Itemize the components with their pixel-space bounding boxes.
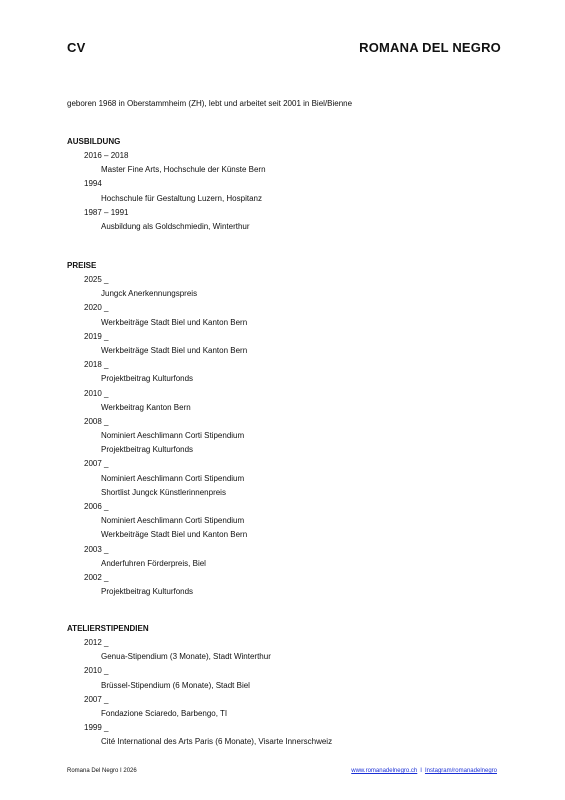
entry-item: Werkbeitrag Kanton Bern: [101, 402, 191, 412]
entry-item: Brüssel-Stipendium (6 Monate), Stadt Biel: [101, 680, 250, 690]
cv-heading: CV: [67, 40, 86, 55]
entry-item: Ausbildung als Goldschmiedin, Winterthur: [101, 221, 250, 231]
entry-item: Fondazione Sciaredo, Barbengo, TI: [101, 708, 228, 718]
entry-year: 2010 _: [84, 388, 109, 398]
entry-item: Hochschule für Gestaltung Luzern, Hospitanz: [101, 193, 262, 203]
entry-year: 2007 _: [84, 459, 109, 469]
entry-year: 2010 _: [84, 666, 109, 676]
section-atelierstipendien: [67, 624, 507, 750]
entry-year: 2007 _: [84, 694, 109, 704]
entry-item: Shortlist Jungck Künstlerinnenpreis: [101, 487, 226, 497]
entry-year: 2018 _: [84, 360, 109, 370]
entry-year: 2020 _: [84, 303, 109, 313]
footer-links: [351, 768, 497, 774]
entry-item: Jungck Anerkennungspreis: [101, 289, 198, 299]
entry-year: 2016 – 2018: [84, 151, 129, 160]
entry-item: Projektbeitrag Kulturfonds: [101, 587, 194, 597]
entry-item: Cité International des Arts Paris (6 Monate), Visarte Innerschweiz: [101, 737, 333, 747]
section-title-ausbildung: AUSBILDUNG: [67, 137, 121, 146]
entry-item: Genua-Stipendium (3 Monate), Stadt Winterthur: [101, 652, 271, 662]
entry-year: 2006 _: [84, 502, 109, 511]
entry-year: 1994: [84, 179, 102, 189]
entry-year: 2019 _: [84, 331, 109, 341]
footer-copyright: Romana Del Negro I 2026: [67, 768, 137, 774]
entry-year: 2025 _: [84, 275, 109, 284]
entry-year: 2008 _: [84, 416, 109, 426]
section-ausbildung: [67, 137, 507, 234]
website-link[interactable]: www.romanadelnegro.ch: [351, 768, 418, 774]
entry-year: 1999 _: [84, 723, 109, 733]
entry-year: 2003 _: [84, 544, 109, 554]
intro-text: geboren 1968 in Oberstammheim (ZH), lebt und arbeitet seit 2001 in Biel/Bienne: [67, 99, 353, 108]
entry-item: Werkbeiträge Stadt Biel und Kanton Bern: [101, 345, 248, 355]
entry-item: Nominiert Aeschlimann Corti Stipendium: [101, 431, 245, 441]
entry-item: Projektbeitrag Kulturfonds: [101, 445, 194, 455]
artist-name-heading: ROMANA DEL NEGRO: [359, 40, 501, 55]
entry-year: 1987 – 1991: [84, 207, 129, 217]
entry-year: 2002 _: [84, 572, 109, 582]
entry-item: Nominiert Aeschlimann Corti Stipendium: [101, 516, 245, 526]
entry-item: Werkbeiträge Stadt Biel und Kanton Bern: [101, 317, 248, 327]
entry-item: Anderfuhren Förderpreis, Biel: [101, 558, 206, 568]
entry-item: Projektbeitrag Kulturfonds: [101, 374, 194, 384]
section-title-preise: PREISE: [67, 261, 97, 270]
entry-item: Nominiert Aeschlimann Corti Stipendium: [101, 473, 245, 483]
entry-year: 2012 _: [84, 638, 109, 647]
instagram-link[interactable]: Instagram/romanadelnegro: [424, 768, 497, 774]
entry-item: Master Fine Arts, Hochschule der Künste Bern: [101, 165, 266, 175]
footer-separator: I: [420, 768, 422, 774]
section-title-atelierstipendien: ATELIERSTIPENDIEN: [67, 624, 149, 633]
entry-item: Werkbeiträge Stadt Biel und Kanton Bern: [101, 530, 248, 540]
section-preise: [67, 261, 507, 599]
